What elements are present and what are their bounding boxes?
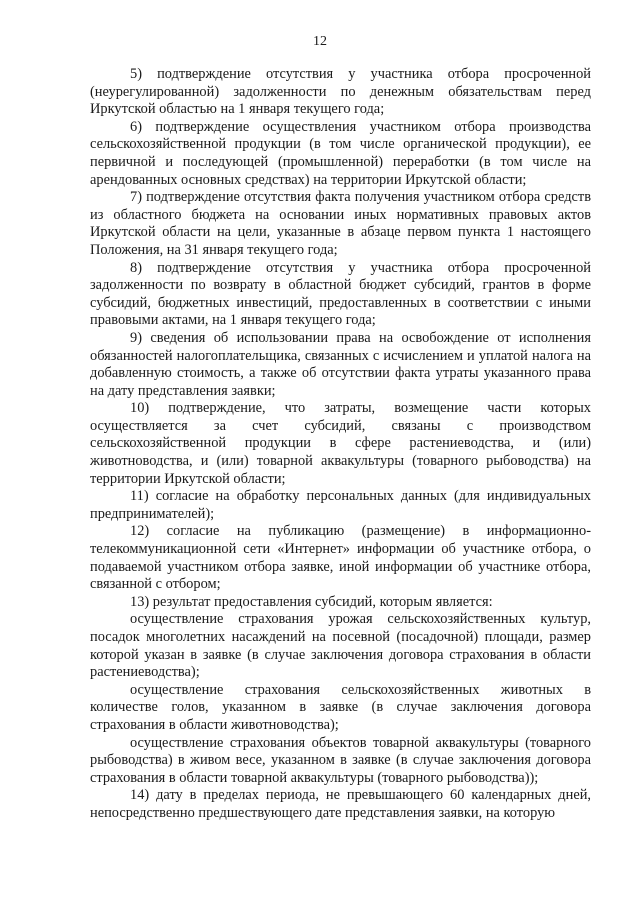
list-item-12: 12) согласие на публикацию (размещение) в информационно-телекоммуникационной сети «Интернет» информации об участнике отбора, о подаваемой участником отбора заявке, иной информации об участнике отбора, связанной с отбором;	[90, 523, 591, 593]
list-item-13: 13) результат предоставления субсидий, которым является:	[130, 593, 493, 610]
list-item-9: 9) сведения об использовании права на освобождение от исполнения обязанностей налогоплательщика, связанных с исчислением и уплатой налога на добавленную стоимость, а также об отсутствии факта утраты указанного права на дату представления заявки;	[90, 329, 591, 399]
document-body	[90, 66, 591, 823]
list-item-7: 7) подтверждение отсутствия факта получения участником отбора средств из областного бюджета на основании иных нормативных правовых актов Иркутской области на цели, указанные в абзаце первом пункта 1 настоящего Положения, на 31 января текущего года;	[90, 189, 591, 258]
list-item-11: 11) согласие на обработку персональных данных (для индивидуальных предпринимателей);	[90, 488, 591, 522]
list-item-8: 8) подтверждение отсутствия у участника отбора просроченной задолженности по возврату в областной бюджет субсидий, грантов в форме субсидий, бюджетных инвестиций, предоставленных в соответствии с иными правовыми актами, на 1 января текущего года;	[90, 259, 591, 329]
list-item-14: 14) дату в пределах периода, не превышающего 60 календарных дней, непосредственно предшествующего дате представления заявки, на которую	[90, 787, 591, 821]
list-item-5: 5) подтверждение отсутствия у участника отбора просроченной (неурегулированной) задолженности по денежным обязательствам перед Иркутской областью на 1 января текущего года;	[90, 66, 591, 118]
list-item-6: 6) подтверждение осуществления участником отбора производства сельскохозяйственной продукции (в том числе органической продукции), ее первичной и последующей (промышленной) переработки (в том числе на арендованных основных средствах) на территории Иркутской области;	[90, 118, 591, 188]
result-aquaculture: осуществление страхования объектов товарной аквакультуры (товарного рыбоводства) в живом весе, указанном в заявке (в случае заключения договора страхования в области товарной аквакультуры (товарного рыбоводства));	[90, 734, 591, 786]
result-crops: осуществление страхования урожая сельскохозяйственных культур, посадок многолетних насаждений на посевной (посадочной) площади, размер которой указан в заявке (в случае заключения договора страхования в области растениеводства);	[90, 611, 591, 681]
page-number: 12	[313, 34, 327, 49]
list-item-10: 10) подтверждение, что затраты, возмещение части которых осуществляется за счет субсидий, связаны с производством сельскохозяйственной продукции в сфере растениеводства, и (или) животноводства, и (или) товарной аквакультуры (товарного рыбоводства) на территории Иркутской области;	[90, 400, 591, 487]
result-animals: осуществление страхования сельскохозяйственных животных в количестве голов, указанном в заявке (в случае заключения договора страхования в области животноводства);	[90, 681, 591, 733]
